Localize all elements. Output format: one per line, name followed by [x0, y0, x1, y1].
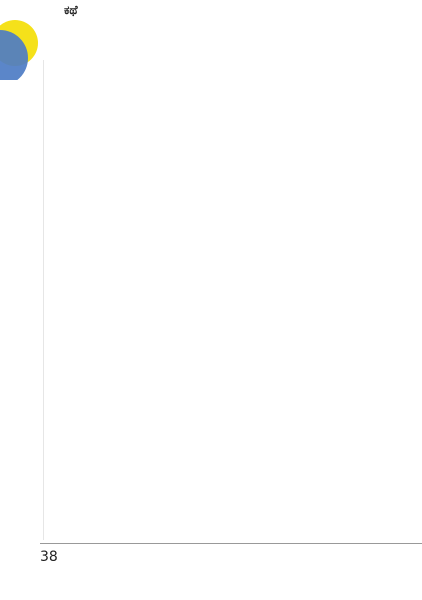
footer-rule [40, 543, 422, 544]
page-number: 38 [40, 549, 58, 565]
left-margin-rule [43, 60, 44, 540]
body-text [70, 60, 390, 540]
corner-decoration [0, 0, 60, 80]
page-header-title: ಕಥೆ [64, 3, 78, 17]
